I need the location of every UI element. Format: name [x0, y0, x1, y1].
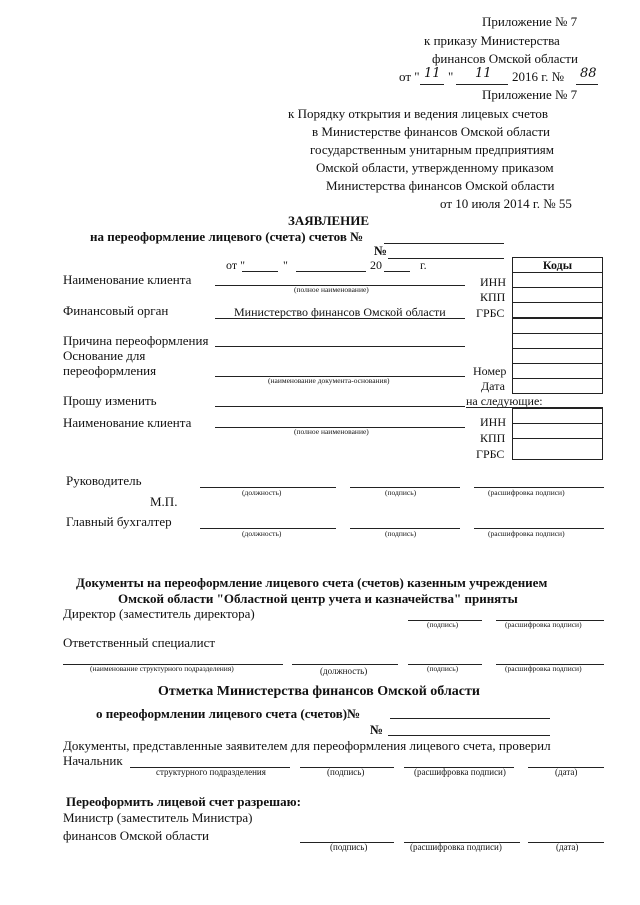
appendix-order-ref: к приказу Министерства: [424, 33, 560, 48]
director-label: Директор (заместитель директора): [63, 606, 255, 621]
specialist-signature-caption: (подпись): [427, 664, 459, 673]
code-blank-cell-3[interactable]: [512, 348, 603, 364]
account-number-field[interactable]: [390, 718, 550, 719]
received-title-1: Документы на переоформление лицевого счета (счетов) казенным учреждением: [76, 575, 548, 590]
codes-header-cell: Коды: [512, 257, 603, 273]
form-title: ЗАЯВЛЕНИЕ: [288, 213, 370, 228]
ministry-date-caption: (дата): [555, 767, 578, 777]
specialist-label: Ответственный специалист: [63, 635, 216, 650]
change-to-label: на следующие:: [466, 394, 543, 408]
stamp-label: М.П.: [150, 494, 178, 509]
date-label: Дата: [481, 379, 505, 393]
ministry-signature-caption: (подпись): [327, 767, 365, 777]
head-label: Руководитель: [66, 473, 142, 488]
code-grbs-cell[interactable]: [512, 302, 603, 318]
reason-label: Причина переоформления: [63, 333, 209, 348]
inn-label: ИНН: [480, 275, 506, 289]
basis-label-1: Основание для: [63, 348, 146, 363]
minister-signature-caption: (подпись): [330, 842, 368, 852]
accountant-signature-caption: (подпись): [385, 529, 417, 538]
finance-body-label: Финансовый орган: [63, 303, 169, 318]
head-position-caption: (должность): [242, 488, 282, 497]
reason-field[interactable]: [215, 346, 465, 347]
inn-label-2: ИНН: [480, 415, 506, 429]
grbs-label: ГРБС: [476, 306, 505, 320]
handwritten-day: 11: [424, 66, 441, 81]
finance-body-field[interactable]: [215, 318, 465, 319]
procedure-line-3: в Министерстве финансов Омской области: [312, 124, 550, 139]
head-decoding-caption: (расшифровка подписи): [488, 488, 565, 497]
code-grbs-cell-2[interactable]: [512, 438, 603, 460]
handwritten-number: 88: [580, 66, 597, 81]
code-blank-cell-1[interactable]: [512, 318, 603, 334]
ministry-decoding-caption: (расшифровка подписи): [414, 767, 506, 777]
form-number-sign: №: [374, 243, 388, 258]
procedure-line-6: Министерства финансов Омской области: [326, 178, 555, 193]
head-signature-caption: (подпись): [385, 488, 417, 497]
procedure-line-4: государственным унитарным предприятиям: [310, 142, 555, 157]
change-field[interactable]: [215, 406, 465, 407]
procedure-appendix-title: Приложение № 7: [482, 87, 578, 102]
code-number-cell[interactable]: [512, 363, 603, 379]
code-date-cell[interactable]: [512, 378, 603, 394]
procedure-line-5: Омской области, утвержденному приказом: [316, 160, 554, 175]
procedure-line-7: от 10 июля 2014 г. № 55: [440, 196, 572, 211]
number-label: Номер: [473, 364, 507, 378]
specialist-decoding-caption: (расшифровка подписи): [505, 664, 582, 673]
director-signature-caption: (подпись): [427, 620, 459, 629]
ministry-unit-caption: структурного подразделения: [156, 767, 266, 777]
client-name-caption-2: (полное наименование): [294, 427, 369, 436]
ministry-head-label: Начальник: [63, 753, 123, 768]
ministry-mark-title: Отметка Министерства финансов Омской области: [158, 684, 480, 699]
appendix-title: Приложение № 7: [482, 14, 578, 29]
director-decoding-caption: (расшифровка подписи): [505, 620, 582, 629]
finance-body-value: Министерство финансов Омской области: [234, 305, 446, 319]
specialist-unit-caption: (наименование структурного подразделения): [90, 664, 234, 673]
minister-decoding-caption: (расшифровка подписи): [410, 842, 502, 852]
doc-basis-caption: (наименование документа-основания): [268, 376, 390, 385]
grbs-label-2: ГРБС: [476, 447, 505, 461]
minister-line-1: Министр (заместитель Министра): [63, 810, 253, 825]
received-title-2: Омской области "Областной центр учета и казначейства" приняты: [118, 591, 518, 606]
specialist-position-caption: (должность): [320, 666, 368, 676]
kpp-label: КПП: [480, 290, 506, 304]
chief-accountant-label: Главный бухгалтер: [66, 514, 172, 529]
approval-title: Переоформить лицевой счет разрешаю:: [66, 794, 301, 809]
form-subtitle: на переоформление лицевого (счета) счетов №: [90, 229, 364, 244]
code-inn-cell[interactable]: [512, 272, 603, 288]
code-inn-cell-2[interactable]: [512, 408, 603, 424]
kpp-label-2: КПП: [480, 431, 506, 445]
minister-date-caption: (дата): [556, 842, 579, 852]
code-kpp-cell[interactable]: [512, 287, 603, 303]
ministry-mark-subtitle: о переоформлении лицевого счета (счетов)№: [96, 706, 361, 721]
client-name-label: Наименование клиента: [63, 272, 192, 287]
change-label: Прошу изменить: [63, 393, 157, 408]
appendix-order-ministry: финансов Омской области: [432, 51, 578, 66]
checked-text: Документы, представленные заявителем для переоформления лицевого счета, проверил: [63, 738, 551, 753]
procedure-line-2: к Порядку открытия и ведения лицевых счетов: [288, 106, 549, 121]
handwritten-month: 11: [475, 66, 492, 81]
code-kpp-cell-2[interactable]: [512, 423, 603, 439]
account-number-field-2[interactable]: [388, 735, 550, 736]
client-name-caption: (полное наименование): [294, 285, 369, 294]
minister-line-2: финансов Омской области: [63, 828, 209, 843]
client-name-label-2: Наименование клиента: [63, 415, 192, 430]
ministry-number-sign: №: [370, 722, 384, 737]
accountant-position-caption: (должность): [242, 529, 282, 538]
accountant-decoding-caption: (расшифровка подписи): [488, 529, 565, 538]
specialist-position-field[interactable]: [292, 664, 398, 665]
code-blank-cell-2[interactable]: [512, 333, 603, 349]
basis-label-2: переоформления: [63, 363, 157, 378]
